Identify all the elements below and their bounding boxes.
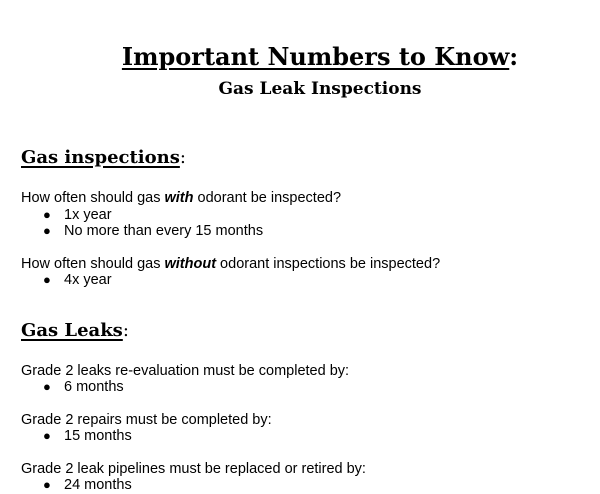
title-block xyxy=(0,42,600,100)
bullet-icon: ● xyxy=(43,272,51,287)
section-heading-gas-inspections: Gas inspections: xyxy=(21,147,186,168)
list-item: ● No more than every 15 months xyxy=(43,223,264,239)
question-grade2-repairs: Grade 2 repairs must be completed by: xyxy=(21,412,272,428)
list-item: ● 24 months xyxy=(43,477,132,493)
question-gas-with-odorant: How often should gas with odorant be inspected? xyxy=(21,190,342,206)
section-heading-gas-leaks: Gas Leaks: xyxy=(21,320,129,341)
bullet-icon: ● xyxy=(43,379,51,394)
question-grade2-reevaluation: Grade 2 leaks re-evaluation must be completed by: xyxy=(21,363,350,379)
bullet-icon: ● xyxy=(43,207,51,222)
page-title-text: Important Numbers to Know xyxy=(121,42,510,71)
bullet-icon: ● xyxy=(43,223,51,238)
page-subtitle: Gas Leak Inspections xyxy=(218,79,422,99)
bullet-icon: ● xyxy=(43,428,51,443)
list-item: ● 6 months xyxy=(43,379,124,395)
list-item: ● 1x year xyxy=(43,207,112,223)
page-title-colon: : xyxy=(509,42,519,71)
list-item: ● 4x year xyxy=(43,272,112,288)
question-gas-without-odorant: How often should gas without odorant inspections be inspected? xyxy=(21,256,441,272)
list-item: ● 15 months xyxy=(43,428,132,444)
page-title xyxy=(40,42,600,72)
question-grade2-pipelines: Grade 2 leak pipelines must be replaced or retired by: xyxy=(21,461,366,477)
bullet-icon: ● xyxy=(43,477,51,492)
